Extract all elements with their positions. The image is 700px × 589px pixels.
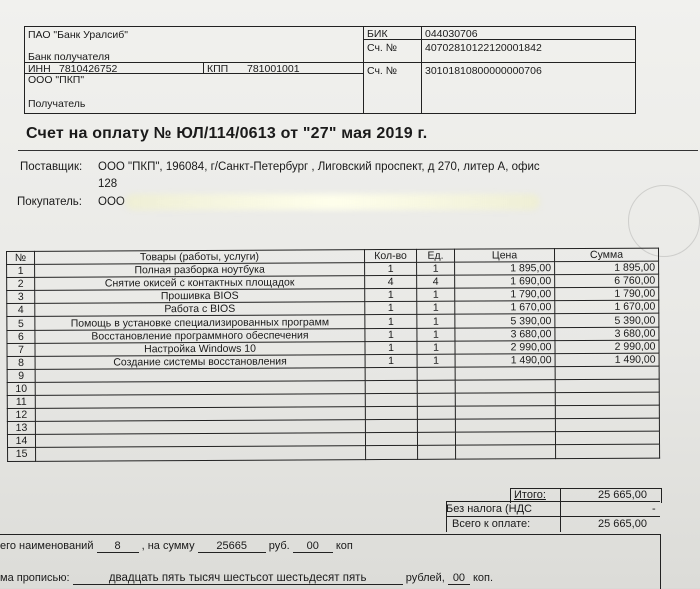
row-unit: 1 (417, 302, 455, 315)
kop-value-2: 00 (448, 572, 470, 585)
row-number: 5 (7, 317, 35, 330)
row-sum: 1 490,00 (555, 353, 659, 367)
row-price: 5 390,00 (455, 314, 555, 328)
bank-details-block (24, 26, 636, 114)
itogo-label: Итого: (514, 489, 546, 501)
supplier-line-2: 128 (98, 178, 118, 190)
row-sum (555, 405, 659, 419)
vat-label: Без налога (НДС (446, 503, 532, 515)
amount-in-words: двадцать пять тысяч шестьсот шестьдесят пять (73, 572, 403, 585)
buyer-value: ООО (98, 196, 125, 208)
row-unit: 1 (417, 315, 455, 328)
row-price: 1 690,00 (455, 275, 555, 289)
row-unit (417, 419, 455, 432)
row-number: 14 (7, 435, 35, 448)
row-number: 13 (7, 422, 35, 435)
row-number: 3 (7, 291, 35, 304)
words-prefix: ма прописью: (0, 572, 70, 584)
row-number: 7 (7, 343, 35, 356)
row-qty: 1 (365, 289, 417, 302)
row-sum (555, 366, 659, 380)
row-price: 2 990,00 (455, 340, 555, 354)
col-header-unit: Ед. (416, 249, 454, 262)
row-goods: Восстановление программного обеспечения (35, 328, 365, 343)
row-unit (417, 380, 455, 393)
row-price: 3 680,00 (455, 327, 555, 341)
recipient-caption: Получатель (28, 98, 86, 110)
row-number: 8 (7, 356, 35, 369)
title-underline (18, 150, 698, 151)
row-goods: Настройка Windows 10 (35, 341, 365, 356)
row-unit (417, 393, 455, 406)
corr-account-value: 30101810800000000706 (425, 65, 542, 77)
inn-value: 7810426752 (59, 63, 118, 75)
divider (363, 39, 635, 40)
row-goods: Работа с BIOS (35, 302, 365, 317)
total-due-label: Всего к оплате: (452, 518, 531, 530)
row-number: 11 (7, 395, 35, 408)
invoice-title: Счет на оплату № ЮЛ/114/0613 от "27" мая 2019 г. (26, 125, 428, 142)
row-sum (555, 431, 659, 445)
row-sum (556, 444, 660, 458)
divider (446, 501, 660, 502)
recipient-name: ООО "ПКП" (28, 74, 85, 86)
row-unit (417, 406, 455, 419)
row-price: 1 670,00 (455, 301, 555, 315)
count-value: 8 (97, 540, 139, 553)
row-sum: 5 390,00 (555, 314, 659, 328)
row-qty: 1 (365, 341, 417, 354)
col-header-price: Цена (454, 249, 554, 263)
count-prefix: его наименований (0, 540, 94, 552)
row-qty: 4 (365, 276, 417, 289)
summary-line-count (0, 540, 353, 553)
row-price (455, 366, 555, 380)
col-header-number: № (7, 251, 35, 264)
row-number: 12 (7, 408, 35, 421)
row-qty (365, 393, 417, 406)
sum-value: 25665 (198, 540, 266, 553)
kop-value: 00 (293, 540, 333, 553)
summary-line-words (0, 572, 493, 585)
row-qty (365, 420, 417, 433)
row-price: 1 490,00 (455, 353, 555, 367)
divider (446, 516, 660, 517)
row-sum: 1 670,00 (555, 300, 659, 314)
rub-label: руб. (268, 540, 290, 552)
bik-value: 044030706 (425, 28, 478, 40)
row-unit: 1 (417, 341, 455, 354)
row-qty: 1 (365, 262, 417, 275)
total-due-value: 25 665,00 (598, 518, 647, 530)
sum-prefix: , на сумму (141, 540, 195, 552)
row-price: 1 790,00 (455, 288, 555, 302)
row-number: 6 (7, 330, 35, 343)
row-price: 1 895,00 (455, 262, 555, 276)
buyer-label: Покупатель: (17, 196, 82, 208)
row-price (455, 419, 555, 433)
row-unit: 1 (417, 354, 455, 367)
row-price (455, 432, 555, 446)
row-goods: Создание системы восстановления (35, 354, 365, 369)
col-header-sum: Сумма (554, 248, 658, 262)
account-label: Сч. № (367, 42, 398, 54)
row-unit: 1 (417, 288, 455, 301)
row-qty: 1 (365, 354, 417, 367)
kop-label: коп (335, 540, 353, 552)
row-qty: 1 (365, 302, 417, 315)
row-goods: Снятие окисей с контактных площадок (35, 276, 365, 291)
divider (560, 488, 561, 532)
row-sum: 2 990,00 (555, 340, 659, 354)
row-unit: 4 (417, 275, 455, 288)
row-sum: 1 790,00 (555, 287, 659, 301)
row-goods: Полная разборка ноутбука (35, 263, 365, 278)
bank-caption: Банк получателя (28, 51, 110, 63)
row-price (455, 393, 555, 407)
account-value: 40702810122120001842 (425, 42, 542, 54)
row-goods: Прошивка BIOS (35, 289, 365, 304)
kpp-value: 781001001 (247, 63, 300, 75)
row-qty (365, 367, 417, 380)
row-qty (365, 406, 417, 419)
col-header-qty: Кол-во (364, 249, 416, 262)
supplier-line-1: ООО "ПКП", 196084, г/Санкт-Петербург , Лиговский проспект, д 270, литер А, офис (98, 161, 540, 173)
row-number: 4 (7, 304, 35, 317)
row-qty (366, 446, 418, 459)
supplier-label: Поставщик: (20, 161, 83, 173)
row-unit (418, 446, 456, 459)
redaction-blur (125, 194, 540, 210)
row-sum (555, 392, 659, 406)
rub-label-2: рублей, (405, 572, 445, 584)
row-price (455, 406, 555, 420)
col-header-goods: Товары (работы, услуги) (35, 250, 365, 265)
row-qty (365, 380, 417, 393)
row-sum: 1 895,00 (555, 261, 659, 275)
row-goods: Помощь в установке специализированных программ (35, 315, 365, 330)
row-sum: 3 680,00 (555, 327, 659, 341)
row-unit (417, 367, 455, 380)
corr-account-label: Сч. № (367, 65, 398, 77)
row-number: 10 (7, 382, 35, 395)
items-table (6, 248, 660, 462)
row-qty: 1 (365, 328, 417, 341)
vat-value: - (652, 503, 656, 515)
bik-label: БИК (367, 28, 388, 40)
row-price (455, 380, 555, 394)
divider (363, 62, 635, 63)
row-unit: 1 (417, 328, 455, 341)
row-unit: 1 (417, 262, 455, 275)
bank-name: ПАО "Банк Уралсиб" (28, 29, 129, 41)
row-qty: 1 (365, 315, 417, 328)
row-sum: 6 760,00 (555, 274, 659, 288)
row-number: 9 (7, 369, 35, 382)
divider (446, 501, 447, 532)
table-row (8, 444, 660, 461)
row-number: 1 (7, 264, 35, 277)
faint-stamp (628, 185, 700, 257)
row-sum (555, 418, 659, 432)
itogo-value: 25 665,00 (598, 489, 647, 501)
kop-label-2: коп. (473, 572, 494, 584)
row-qty (365, 433, 417, 446)
row-number: 2 (7, 278, 35, 291)
inn-label: ИНН (28, 63, 51, 75)
row-unit (417, 432, 455, 445)
row-sum (555, 379, 659, 393)
divider (203, 62, 204, 73)
kpp-label: КПП (207, 63, 229, 75)
row-number: 15 (8, 448, 36, 461)
row-price (456, 445, 556, 459)
row-goods (36, 446, 366, 461)
